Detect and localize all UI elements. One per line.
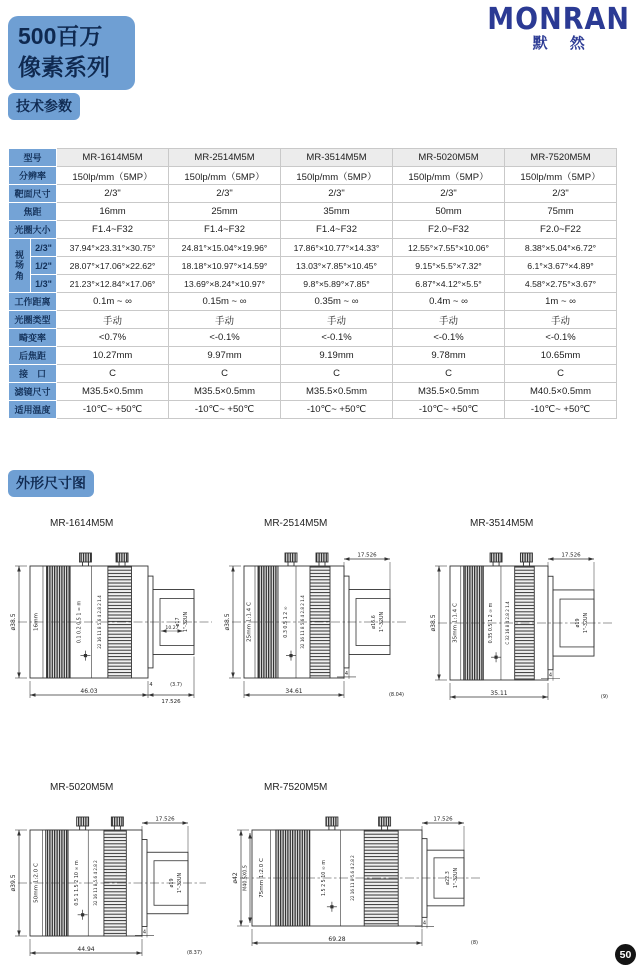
spec-cell: M35.5×0.5mm — [393, 383, 505, 401]
svg-text:(8.04): (8.04) — [388, 692, 404, 698]
row-sublabel: 1/2" — [31, 257, 57, 275]
svg-text:C 32 16 8 4 2.8 2 1.4: C 32 16 8 4 2.8 2 1.4 — [504, 601, 510, 645]
spec-cell: <-0.1% — [281, 329, 393, 347]
spec-cell: F1.4~F32 — [281, 221, 393, 239]
spec-cell: 150lp/mm（5MP） — [169, 167, 281, 185]
row-sublabel: 2/3" — [31, 239, 57, 257]
spec-cell: 50mm — [393, 203, 505, 221]
row-label: 分辨率 — [9, 167, 57, 185]
svg-text:ø38.5: ø38.5 — [10, 613, 17, 631]
spec-cell: 10.65mm — [505, 347, 617, 365]
spec-cell: 150lp/mm（5MP） — [57, 167, 169, 185]
svg-text:0.5 1 1.5 2 10 ∞ m: 0.5 1 1.5 2 10 ∞ m — [75, 860, 81, 906]
spec-row — [9, 293, 617, 311]
spec-row — [9, 221, 617, 239]
spec-cell: 28.07°×17.06°×22.62° — [57, 257, 169, 275]
svg-text:75mm 1:2.0 C: 75mm 1:2.0 C — [259, 858, 266, 898]
spec-row — [9, 329, 617, 347]
spec-cell: 13.03°×7.85°×10.45° — [281, 257, 393, 275]
svg-text:35mm 1:1.4 C: 35mm 1:1.4 C — [452, 603, 459, 643]
svg-text:ø38.5: ø38.5 — [224, 613, 231, 631]
spec-cell: 35mm — [281, 203, 393, 221]
row-label: 视场角 — [9, 239, 31, 293]
lens-dimension-drawing — [222, 540, 416, 714]
svg-text:(8.37): (8.37) — [186, 950, 202, 956]
svg-text:0.35 0.5 1 2 ∞ m: 0.35 0.5 1 2 ∞ m — [489, 602, 495, 644]
spec-cell: C — [505, 365, 617, 383]
svg-text:17.526: 17.526 — [561, 552, 581, 559]
spec-cell: 21.23°×12.84°×17.06° — [57, 275, 169, 293]
spec-cell: F2.0~F22 — [505, 221, 617, 239]
svg-text:17.526: 17.526 — [357, 552, 377, 559]
spec-cell: 手动 — [57, 311, 169, 329]
spec-cell: M35.5×0.5mm — [57, 383, 169, 401]
row-label: 型号 — [9, 149, 57, 167]
svg-text:1"-32UN: 1"-32UN — [184, 611, 189, 633]
spec-row — [9, 149, 617, 167]
row-label: 焦距 — [9, 203, 57, 221]
spec-row — [9, 383, 617, 401]
drawing-model-label: MR-2514M5M — [264, 518, 328, 529]
spec-cell: -10℃~ +50℃ — [393, 401, 505, 419]
section-title-dimensions: 外形尺寸图 — [8, 470, 94, 497]
row-label: 工作距离 — [9, 293, 57, 311]
svg-text:ø16.6: ø16.6 — [372, 615, 377, 629]
spec-cell: 手动 — [281, 311, 393, 329]
spec-row — [9, 365, 617, 383]
svg-text:(3.7): (3.7) — [170, 682, 182, 688]
series-title-badge — [8, 16, 135, 90]
svg-text:4: 4 — [142, 929, 147, 936]
drawing-model-label: MR-3514M5M — [470, 518, 534, 529]
spec-cell: 150lp/mm（5MP） — [505, 167, 617, 185]
row-label: 光圈类型 — [9, 311, 57, 329]
svg-text:M40.5X0.5: M40.5X0.5 — [243, 865, 249, 891]
spec-row — [9, 167, 617, 185]
spec-cell: 手动 — [505, 311, 617, 329]
svg-text:32 16 11 8 5.6 4 2.8 2 1.4: 32 16 11 8 5.6 4 2.8 2 1.4 — [300, 595, 305, 649]
brand-logo-text: MONRAN — [487, 2, 630, 37]
spec-cell: F2.0~F32 — [393, 221, 505, 239]
svg-text:4: 4 — [149, 682, 153, 688]
spec-cell: F1.4~F32 — [169, 221, 281, 239]
spec-cell: 16mm — [57, 203, 169, 221]
spec-row-fov — [9, 257, 617, 275]
spec-cell: M35.5×0.5mm — [169, 383, 281, 401]
brand-logo-chinese: 默 然 — [532, 35, 594, 52]
section-title-tech-params: 技术参数 — [8, 93, 80, 120]
spec-cell: 2/3" — [57, 185, 169, 203]
spec-cell: 2/3" — [281, 185, 393, 203]
spec-cell: 2/3" — [393, 185, 505, 203]
svg-text:16mm: 16mm — [33, 612, 40, 632]
spec-cell: 12.55°×7.55°×10.06° — [393, 239, 505, 257]
svg-text:ø42: ø42 — [232, 872, 239, 884]
drawing-block-mr-2514m5m — [222, 518, 416, 714]
svg-text:1.5 2 5 10 ∞ m: 1.5 2 5 10 ∞ m — [322, 859, 328, 897]
spec-cell: 手动 — [169, 311, 281, 329]
drawing-block-mr-3514m5m — [428, 518, 620, 716]
svg-text:35.11: 35.11 — [490, 690, 508, 697]
svg-text:17.526: 17.526 — [155, 816, 175, 823]
spec-row — [9, 185, 617, 203]
page-number: 50 — [615, 944, 636, 965]
spec-cell: MR-3514M5M — [281, 149, 393, 167]
spec-cell: F1.4~F32 — [57, 221, 169, 239]
spec-row — [9, 203, 617, 221]
spec-cell: <0.7% — [57, 329, 169, 347]
lens-dimension-drawing — [8, 540, 220, 714]
series-title-line2: 像素系列 — [18, 54, 110, 81]
svg-text:(9): (9) — [600, 694, 608, 700]
spec-cell: 150lp/mm（5MP） — [281, 167, 393, 185]
svg-text:4: 4 — [344, 670, 349, 677]
svg-text:32 16 11 8 5.6 4 2.8 2: 32 16 11 8 5.6 4 2.8 2 — [93, 860, 99, 906]
svg-text:ø38.5: ø38.5 — [430, 614, 437, 632]
spec-cell: 13.69°×8.24°×10.97° — [169, 275, 281, 293]
series-title-line1: 500百万 — [18, 23, 103, 49]
svg-text:4: 4 — [548, 672, 553, 679]
row-label: 靶面尺寸 — [9, 185, 57, 203]
svg-text:(8): (8) — [470, 940, 478, 946]
spec-cell: 9.15°×5.5°×7.32° — [393, 257, 505, 275]
svg-text:1"-32UN: 1"-32UN — [454, 867, 459, 889]
svg-text:17.526: 17.526 — [161, 699, 181, 705]
spec-cell: 0.1m ~ ∞ — [57, 293, 169, 311]
spec-cell: 9.78mm — [393, 347, 505, 365]
spec-cell: <-0.1% — [505, 329, 617, 347]
spec-cell: MR-5020M5M — [393, 149, 505, 167]
svg-text:4: 4 — [422, 920, 427, 927]
spec-cell: 手动 — [393, 311, 505, 329]
spec-cell: 6.87°×4.12°×5.5° — [393, 275, 505, 293]
svg-text:ø39.5: ø39.5 — [10, 874, 17, 892]
spec-row — [9, 401, 617, 419]
svg-text:1"-32UN: 1"-32UN — [380, 611, 385, 633]
svg-text:0.3 0.5 1 2 ∞: 0.3 0.5 1 2 ∞ — [284, 606, 289, 638]
svg-text:22 16 11 8 5.6 4 2.8 2 1.4: 22 16 11 8 5.6 4 2.8 2 1.4 — [96, 595, 102, 649]
spec-cell: -10℃~ +50℃ — [281, 401, 393, 419]
spec-cell: -10℃~ +50℃ — [169, 401, 281, 419]
spec-cell: C — [169, 365, 281, 383]
spec-cell: 75mm — [505, 203, 617, 221]
spec-cell: -10℃~ +50℃ — [505, 401, 617, 419]
spec-cell: 6.1°×3.67°×4.89° — [505, 257, 617, 275]
spec-cell: 0.15m ~ ∞ — [169, 293, 281, 311]
spec-cell: <-0.1% — [169, 329, 281, 347]
lens-dimension-drawing — [428, 540, 620, 716]
svg-text:10.27: 10.27 — [165, 626, 179, 631]
spec-cell: 9.97mm — [169, 347, 281, 365]
row-label: 畸变率 — [9, 329, 57, 347]
spec-cell: -10℃~ +50℃ — [57, 401, 169, 419]
drawing-model-label: MR-7520M5M — [264, 782, 328, 793]
svg-text:25mm 1:1.4 C: 25mm 1:1.4 C — [246, 602, 253, 642]
spec-cell: 10.27mm — [57, 347, 169, 365]
spec-cell: C — [393, 365, 505, 383]
drawing-block-mr-5020m5m — [8, 782, 214, 972]
row-label: 适用温度 — [9, 401, 57, 419]
row-sublabel: 1/3" — [31, 275, 57, 293]
spec-cell: C — [281, 365, 393, 383]
spec-row-fov — [9, 275, 617, 293]
svg-text:0.1 0.2 0.5 1 ∞ m: 0.1 0.2 0.5 1 ∞ m — [77, 600, 83, 644]
svg-text:ø17: ø17 — [176, 617, 181, 627]
spec-cell: C — [57, 365, 169, 383]
svg-text:ø19: ø19 — [170, 878, 175, 888]
svg-text:ø19: ø19 — [576, 618, 581, 628]
svg-text:50mm 1:2.0 C: 50mm 1:2.0 C — [33, 863, 40, 903]
svg-text:ø22.3: ø22.3 — [446, 871, 451, 885]
spec-cell: MR-7520M5M — [505, 149, 617, 167]
spec-cell: 25mm — [169, 203, 281, 221]
svg-text:44.94: 44.94 — [77, 946, 95, 953]
spec-cell: 8.38°×5.04°×6.72° — [505, 239, 617, 257]
svg-text:17.526: 17.526 — [433, 816, 453, 823]
row-label: 后焦距 — [9, 347, 57, 365]
spec-cell: 2/3" — [505, 185, 617, 203]
spec-cell: M40.5×0.5mm — [505, 383, 617, 401]
svg-text:22 16 11 8 5.6 4 2.8 2: 22 16 11 8 5.6 4 2.8 2 — [350, 855, 355, 901]
spec-cell: 2/3" — [169, 185, 281, 203]
spec-cell: M35.5×0.5mm — [281, 383, 393, 401]
brand-logo — [487, 4, 630, 53]
spec-cell: <-0.1% — [393, 329, 505, 347]
svg-text:1"-32UN: 1"-32UN — [178, 872, 183, 894]
spec-row-fov — [9, 239, 617, 257]
spec-row — [9, 311, 617, 329]
svg-text:46.03: 46.03 — [80, 688, 98, 695]
spec-cell: 0.35m ~ ∞ — [281, 293, 393, 311]
svg-text:1"-32UN: 1"-32UN — [584, 612, 589, 634]
spec-cell: MR-1614M5M — [57, 149, 169, 167]
spec-cell: MR-2514M5M — [169, 149, 281, 167]
row-label: 光圈大小 — [9, 221, 57, 239]
drawing-block-mr-1614m5m — [8, 518, 220, 714]
spec-cell: 18.18°×10.97°×14.59° — [169, 257, 281, 275]
spec-cell: 0.4m ~ ∞ — [393, 293, 505, 311]
spec-cell: 9.8°×5.89°×7.85° — [281, 275, 393, 293]
spec-row — [9, 347, 617, 365]
spec-table — [8, 148, 617, 419]
lens-dimension-drawing — [222, 804, 490, 962]
row-label: 接 口 — [9, 365, 57, 383]
drawing-block-mr-7520m5m — [222, 782, 490, 962]
drawing-model-label: MR-5020M5M — [50, 782, 114, 793]
lens-dimension-drawing — [8, 804, 214, 972]
row-label: 滤镜尺寸 — [9, 383, 57, 401]
spec-cell: 24.81°×15.04°×19.96° — [169, 239, 281, 257]
spec-cell: 4.58°×2.75°×3.67° — [505, 275, 617, 293]
svg-text:34.61: 34.61 — [285, 688, 303, 695]
spec-cell: 9.19mm — [281, 347, 393, 365]
spec-cell: 17.86°×10.77°×14.33° — [281, 239, 393, 257]
spec-cell: 37.94°×23.31°×30.75° — [57, 239, 169, 257]
spec-cell: 1m ~ ∞ — [505, 293, 617, 311]
drawing-model-label: MR-1614M5M — [50, 518, 114, 529]
spec-cell: 150lp/mm（5MP） — [393, 167, 505, 185]
svg-text:69.28: 69.28 — [328, 936, 346, 943]
